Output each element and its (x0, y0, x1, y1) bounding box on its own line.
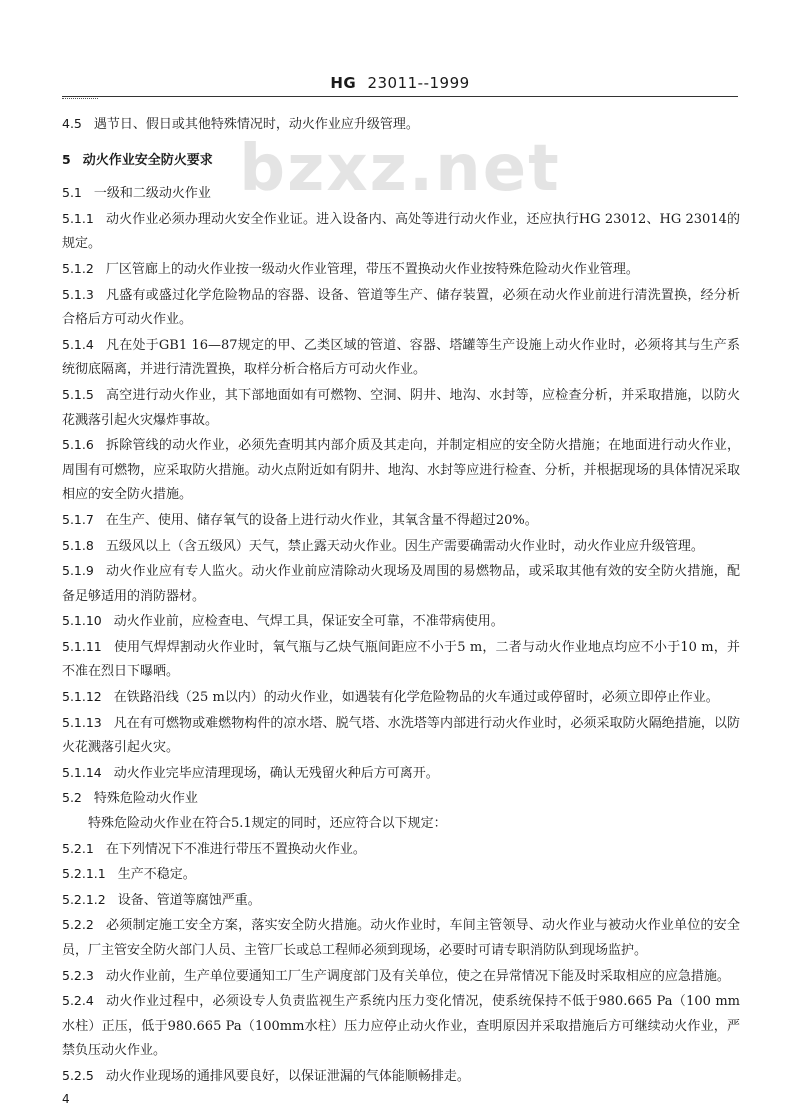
clause-text: 动火作业前，应检查电、气焊工具，保证安全可靠，不准带病使用。 (113, 614, 504, 630)
clause-text: 动火作业现场的通排风要良好，以保证泄漏的气体能顺畅排走。 (105, 1068, 470, 1084)
clause-paragraph (62, 559, 740, 609)
clause-number: 5.2.1.1 (62, 866, 106, 882)
clause-number: 5.2.1.2 (62, 891, 106, 907)
clause-paragraph (62, 786, 740, 812)
clause-text: 凡盛有或盛过化学危险物品的容器、设备、管道等生产、储存装置，必须在动火作业前进行清洗置换，经分析合格后方可动火作业。 (62, 287, 740, 328)
clause-number: 5.2.1 (62, 840, 94, 856)
clause-number: 5.1.7 (62, 511, 94, 527)
clause-paragraph (62, 333, 740, 383)
clause-paragraph (62, 964, 740, 990)
clause-number: 5 (62, 151, 71, 167)
clause-paragraph (62, 913, 740, 963)
clause-paragraph (62, 609, 740, 635)
clause-text: 动火作业应有专人监火。动火作业前应清除动火现场及周围的易燃物品，或采取其他有效的安全防火措施，配备足够适用的消防器材。 (62, 564, 740, 604)
clause-paragraph (62, 433, 740, 508)
clause-text: 动火作业必须办理动火安全作业证。进入设备内、高处等进行动火作业，还应执行HG 23012、HG 23014的规定。 (62, 211, 740, 252)
clause-text: 动火作业前，生产单位要通知工厂生产调度部门及有关单位，使之在异常情况下能及时采取相应的应急措施。 (105, 968, 730, 984)
clause-number: 5.2.2 (62, 917, 94, 933)
clause-paragraph (62, 711, 740, 761)
clause-text: 使用气焊焊割动火作业时，氧气瓶与乙炔气瓶间距应不小于5 m，二者与动火作业地点均应不小于10 m，并不准在烈日下曝晒。 (62, 639, 740, 680)
clause-paragraph (62, 181, 740, 207)
clause-paragraph (62, 989, 740, 1064)
clause-number: 5.2.3 (62, 967, 94, 983)
clause-text: 凡在处于GB1 16—87规定的甲、乙类区域的管道、容器、塔罐等生产设施上动火作业时，必须将其与生产系统彻底隔离，并进行清洗置换，取样分析合格后方可动火作业。 (62, 337, 740, 378)
clause-text: 在生产、使用、储存氧气的设备上进行动火作业，其氧含量不得超过20%。 (105, 512, 538, 528)
clause-number: 5.1.13 (62, 714, 102, 730)
clause-text: 高空进行动火作业，其下部地面如有可燃物、空洞、阴井、地沟、水封等，应检查分析，并采取措施，以防火花溅落引起火灾爆炸事故。 (62, 387, 740, 428)
clause-number: 5.1.3 (62, 286, 94, 302)
clause-text: 动火作业完毕应清理现场，确认无残留火种后方可离开。 (113, 765, 439, 781)
clause-number: 5.1.5 (62, 386, 94, 402)
clause-number: 5.1.14 (62, 764, 102, 780)
clause-text: 设备、管道等腐蚀严重。 (117, 892, 261, 908)
header-rule (62, 96, 738, 97)
clause-paragraph (62, 1064, 740, 1090)
section-heading (62, 148, 740, 174)
clause-text: 遇节日、假日或其他特殊情况时，动火作业应升级管理。 (93, 117, 419, 132)
standard-prefix: HG (330, 74, 357, 92)
clause-number: 5.1.12 (62, 689, 102, 705)
body-text (62, 112, 740, 1090)
clause-number: 5.2.4 (62, 993, 94, 1009)
clause-number: 5.1.4 (62, 336, 94, 352)
clause-number: 5.1.11 (62, 638, 102, 654)
clause-paragraph (62, 257, 740, 283)
clause-text: 在下列情况下不准进行带压不置换动火作业。 (105, 841, 366, 857)
clause-text: 生产不稳定。 (117, 867, 196, 883)
clause-paragraph (62, 862, 740, 888)
clause-paragraph (62, 685, 740, 711)
clause-number: 5.1.9 (62, 563, 94, 579)
clause-paragraph (62, 508, 740, 534)
page-number: 4 (62, 1092, 70, 1106)
clause-paragraph (62, 761, 740, 787)
page-header (0, 74, 800, 92)
header-rule-dotted (62, 98, 98, 99)
clause-text: 一级和二级动火作业 (93, 186, 211, 202)
clause-paragraph (62, 383, 740, 433)
clause-paragraph (62, 635, 740, 685)
clause-number: 5.1 (62, 185, 82, 201)
clause-text: 动火作业过程中，必须设专人负责监视生产系统内压力变化情况，使系统保持不低于980.665 Pa（100 mm水柱）正压，低于980.665 Pa（100mm水柱）压力应停止动火作业，查明原因并采取措施后方可继续动火作业，严禁负压动火作业。 (62, 994, 740, 1059)
clause-text: 拆除管线的动火作业，必须先查明其内部介质及其走向，并制定相应的安全防火措施；在地面进行动火作业，周围有可燃物，应采取防火措施。动火点附近如有阴井、地沟、水封等应进行检查、分析，并根据现场的具体情况采取相应的安全防火措施。 (62, 438, 740, 503)
clause-text: 凡在有可燃物或难燃物构件的凉水塔、脱气塔、水洗塔等内部进行动火作业时，必须采取防火隔绝措施，以防火花溅落引起火灾。 (62, 715, 740, 756)
clause-paragraph (62, 207, 740, 257)
clause-number: 5.1.6 (62, 437, 94, 453)
watermark: bzxz.net (239, 132, 561, 206)
clause-paragraph (62, 837, 740, 863)
clause-number: 5.2.5 (62, 1067, 94, 1083)
clause-number: 5.1.2 (62, 260, 94, 276)
clause-paragraph (62, 283, 740, 333)
clause-text: 必须制定施工安全方案，落实安全防火措施。动火作业时，车间主管领导、动火作业与被动火作业单位的安全员，厂主管安全防火部门人员、主管厂长或总工程师必须到现场，必要时可请专职消防队到现场监护。 (62, 918, 740, 958)
standard-number: 23011--1999 (367, 74, 470, 92)
clause-paragraph (62, 534, 740, 560)
clause-text: 特殊危险动火作业 (93, 791, 198, 807)
clause-text: 在铁路沿线（25 m以内）的动火作业，如遇装有化学危险物品的火车通过或停留时，必须立即停止作业。 (113, 690, 719, 706)
clause-number: 5.1.8 (62, 537, 94, 553)
clause-number: 5.2 (62, 790, 82, 806)
clause-text: 动火作业安全防火要求 (82, 152, 213, 168)
clause-number: 4.5 (62, 116, 82, 131)
clause-text: 五级风以上（含五级风）天气，禁止露天动火作业。因生产需要确需动火作业时，动火作业应升级管理。 (105, 538, 704, 554)
clause-number: 5.1.10 (62, 613, 102, 629)
clause-paragraph (62, 812, 740, 837)
clause-paragraph (62, 112, 740, 138)
clause-paragraph (62, 888, 740, 914)
clause-number: 5.1.1 (62, 210, 94, 226)
clause-text: 厂区管廊上的动火作业按一级动火作业管理，带压不置换动火作业按特殊危险动火作业管理。 (105, 261, 639, 277)
clause-text: 特殊危险动火作业在符合5.1规定的同时，还应符合以下规定： (88, 816, 447, 832)
